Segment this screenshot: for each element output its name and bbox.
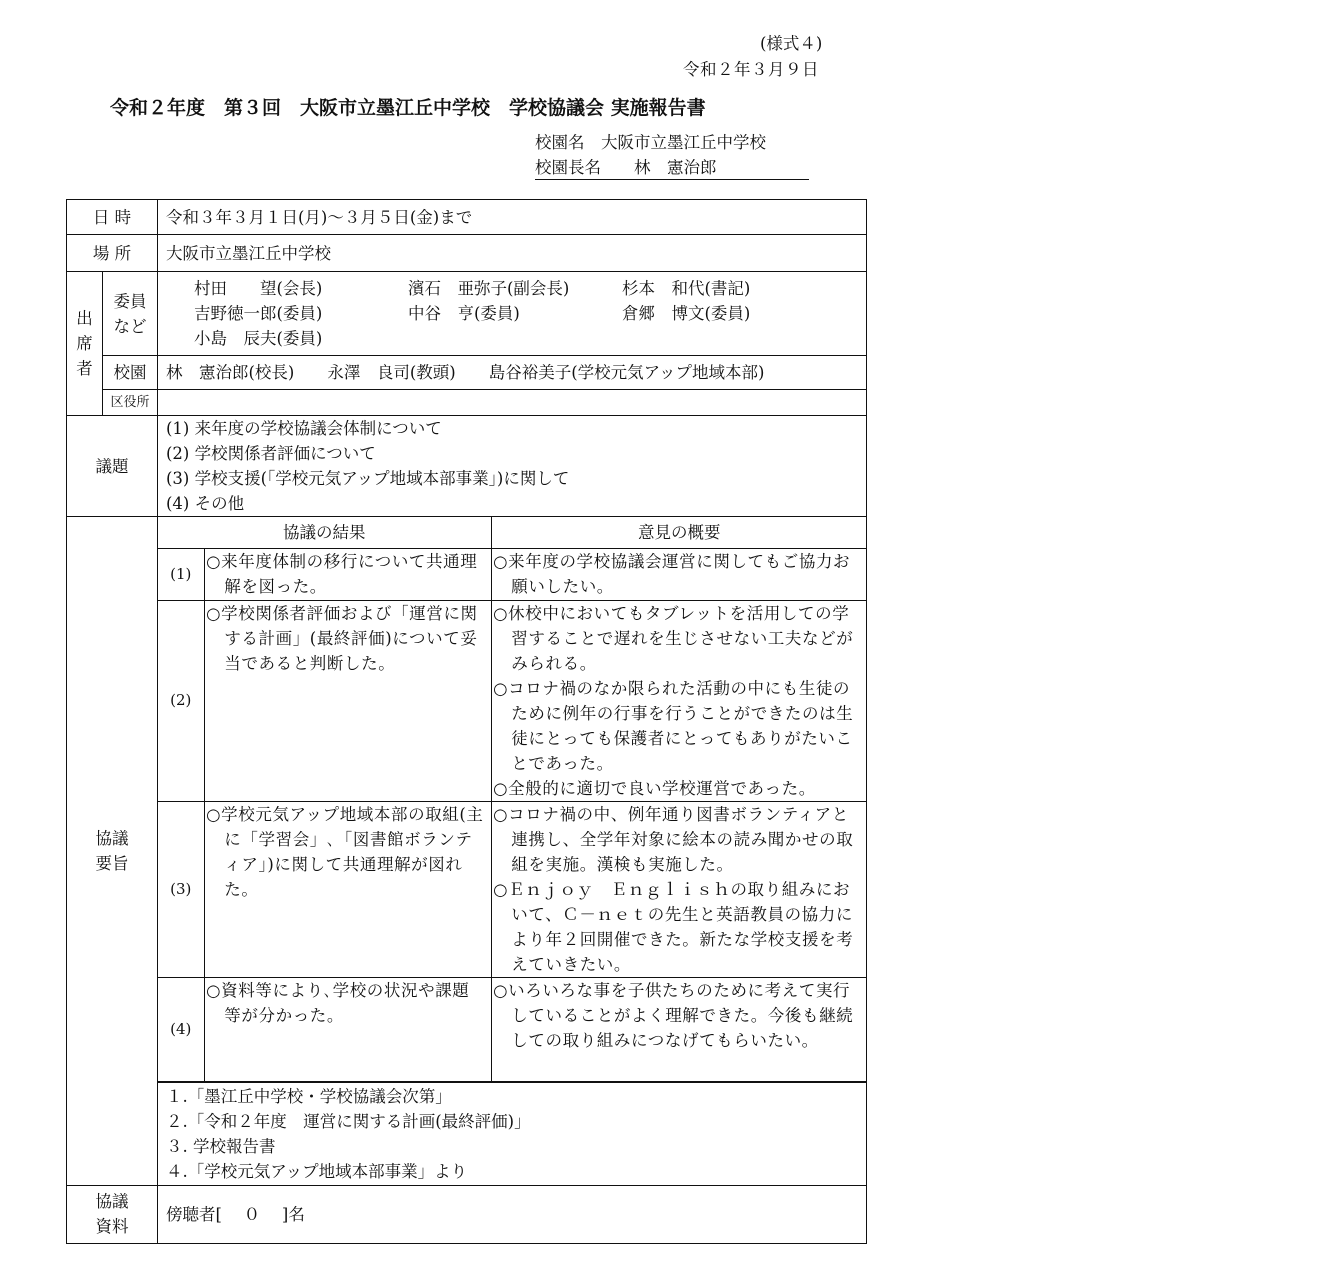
ward-office-label: 区役所 <box>103 390 158 416</box>
observers-count: 傍聴者[ ０ ]名 <box>158 1185 867 1243</box>
school-name-line <box>535 133 766 153</box>
agenda-list <box>158 416 867 517</box>
document-title: 令和２年度 第３回 大阪市立墨江丘中学校 学校協議会 実施報告書 <box>110 97 706 119</box>
attendees-label: 出席者 <box>67 272 103 416</box>
committee-members <box>158 272 867 356</box>
materials-label: 協議資料 <box>67 1185 158 1243</box>
form-number: (様式４) <box>760 34 823 53</box>
principal-label: 校園長名 <box>535 158 601 177</box>
agenda-item: (2) 学校関係者評価について <box>166 444 376 463</box>
summary-row-number: (2) <box>158 600 204 801</box>
agenda-item: (3) 学校支援(「学校元気アップ地域本部事業」)に関して <box>166 469 570 488</box>
material-item: ３. 学校報告書 <box>166 1136 276 1156</box>
summary-cell <box>158 517 867 1083</box>
ward-office-members <box>158 390 867 416</box>
committee-member: 倉郷 博文(委員) <box>622 304 751 323</box>
committee-member: 濱石 亜弥子(副会長) <box>408 279 570 298</box>
summary-label: 協議要旨 <box>67 517 158 1186</box>
material-item: １.「墨江丘中学校・学校協議会次第」 <box>166 1086 452 1106</box>
datetime-value: 令和３年３月１日(月)～３月５日(金)まで <box>158 200 867 235</box>
summary-row-number: (4) <box>158 977 204 1081</box>
summary-opinion: ○休校中においてもタブレットを活用しての学習することで遅れを生じさせない工夫などがみられる。 ○コロナ禍のなか限られた活動の中にも生徒のために例年の行事を行うことができたのは生徒にとっても保護者にとってもありがたいことであった。 ○全般的に適切で良い学校運営であった。 <box>491 600 867 801</box>
school-staff-label: 校園 <box>103 356 158 390</box>
document-date: 令和２年３月９日 <box>683 60 819 79</box>
datetime-label: 日 時 <box>67 200 158 235</box>
result-column-header: 協議の結果 <box>158 517 491 548</box>
agenda-item: (4) その他 <box>166 494 245 513</box>
summary-opinion: ○コロナ禍の中、例年通り図書ボランティアと連携し、全学年対象に絵本の読み聞かせの取組を実施。漢検も実施した。 ○Ｅｎｊｏｙ Ｅｎｇｌｉｓｈの取り組みにおいて、Ｃ－ｎｅｔの先生と英語教員の協力により年２回開催できた。新たな学校支援を考えていきたい。 <box>491 801 867 977</box>
summary-result: ○学校元気アップ地域本部の取組(主に「学習会」､「図書館ボランティア」)に関して共通理解が図れた。 <box>204 801 491 977</box>
principal-name: 林 憲治郎 <box>634 158 717 177</box>
summary-row-number: (1) <box>158 548 204 600</box>
place-value: 大阪市立墨江丘中学校 <box>158 235 867 272</box>
summary-opinion: ○来年度の学校協議会運営に関してもご協力お願いしたい。 <box>491 548 867 600</box>
summary-result: ○来年度体制の移行について共通理解を図った。 <box>204 548 491 600</box>
principal-line <box>535 158 809 180</box>
material-item: ４.「学校元気アップ地域本部事業」より <box>166 1161 468 1181</box>
committee-member: 村田 望(会長) <box>194 279 323 298</box>
committee-member: 杉本 和代(書記) <box>622 279 751 298</box>
school-name: 大阪市立墨江丘中学校 <box>601 133 766 152</box>
agenda-item: (1) 来年度の学校協議会体制について <box>166 419 442 438</box>
school-staff-members: 林 憲治郎(校長) 永澤 良司(教頭) 島谷裕美子(学校元気アップ地域本部) <box>158 356 867 390</box>
committee-member: 小島 辰夫(委員) <box>194 329 323 348</box>
school-label: 校園名 <box>535 133 585 152</box>
committee-member: 吉野徳一郎(委員) <box>194 304 323 323</box>
materials-list <box>158 1082 867 1185</box>
report-table <box>66 199 867 1244</box>
summary-result: ○資料等により､学校の状況や課題等が分かった。 <box>204 977 491 1081</box>
summary-result: ○学校関係者評価および「運営に関する計画」(最終評価)について妥当であると判断した。 <box>204 600 491 801</box>
agenda-label: 議題 <box>67 416 158 517</box>
summary-row-number: (3) <box>158 801 204 977</box>
opinion-column-header: 意見の概要 <box>491 517 867 548</box>
summary-table <box>158 517 867 1082</box>
committee-label: 委員など <box>103 272 158 356</box>
summary-opinion: ○いろいろな事を子供たちのために考えて実行していることがよく理解できた。今後も継続しての取り組みにつなげてもらいたい。 <box>491 977 867 1081</box>
committee-member: 中谷 亨(委員) <box>408 304 520 323</box>
place-label: 場 所 <box>67 235 158 272</box>
material-item: ２.「令和２年度 運営に関する計画(最終評価)」 <box>166 1111 531 1131</box>
